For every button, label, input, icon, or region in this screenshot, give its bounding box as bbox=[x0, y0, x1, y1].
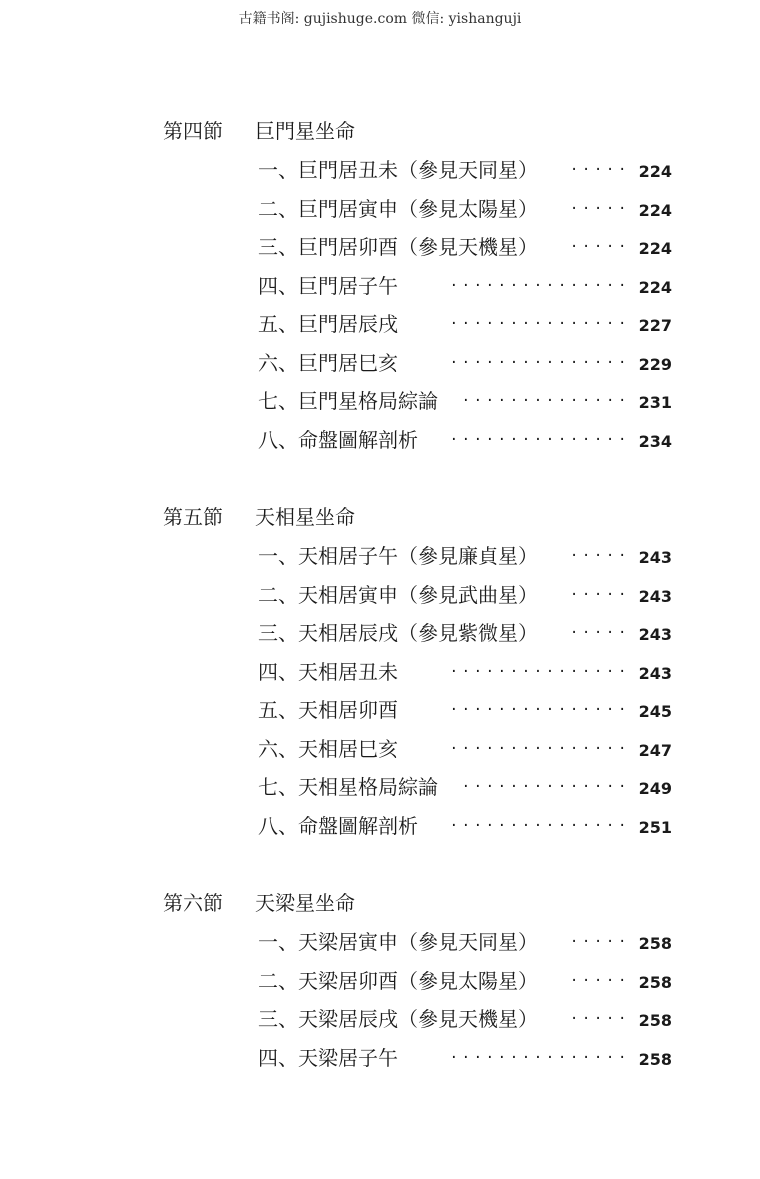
section-number: 第六節 bbox=[163, 891, 223, 915]
page-number: 224 bbox=[638, 201, 672, 220]
dot-leader: ·············· bbox=[461, 779, 630, 795]
dot-leader: ··············· bbox=[449, 702, 630, 718]
toc-entry[interactable] bbox=[258, 657, 672, 687]
toc-entry[interactable] bbox=[258, 271, 672, 301]
toc-entry[interactable] bbox=[258, 734, 672, 764]
entry-label: 八、命盤圖解剖析 bbox=[258, 814, 418, 838]
dot-leader: ····· bbox=[569, 1011, 630, 1027]
page-number: 258 bbox=[638, 1050, 672, 1069]
dot-leader: ··············· bbox=[449, 664, 630, 680]
dot-leader: ··············· bbox=[449, 818, 630, 834]
page-number: 258 bbox=[638, 1011, 672, 1030]
dot-leader: ·············· bbox=[461, 393, 630, 409]
toc-entry[interactable] bbox=[258, 1004, 672, 1034]
dot-leader: ··············· bbox=[449, 355, 630, 371]
entry-label: 四、巨門居子午 bbox=[258, 274, 398, 298]
dot-leader: ····· bbox=[569, 548, 630, 564]
section-heading bbox=[163, 116, 355, 146]
entry-label: 一、天梁居寅申（參見天同星） bbox=[258, 930, 538, 954]
entry-label: 二、天相居寅申（參見武曲星） bbox=[258, 583, 538, 607]
entry-label: 三、天相居辰戌（參見紫微星） bbox=[258, 621, 538, 645]
page-number: 258 bbox=[638, 934, 672, 953]
toc-entry[interactable] bbox=[258, 618, 672, 648]
toc-entry[interactable] bbox=[258, 425, 672, 455]
entry-label: 四、天梁居子午 bbox=[258, 1046, 398, 1070]
dot-leader: ····· bbox=[569, 239, 630, 255]
toc-entry[interactable] bbox=[258, 232, 672, 262]
entry-label: 七、巨門星格局綜論 bbox=[258, 389, 438, 413]
page-number: 243 bbox=[638, 548, 672, 567]
toc-entry[interactable] bbox=[258, 580, 672, 610]
toc-entry[interactable] bbox=[258, 927, 672, 957]
dot-leader: ····· bbox=[569, 625, 630, 641]
dot-leader: ··············· bbox=[449, 278, 630, 294]
section-title: 巨門星坐命 bbox=[255, 119, 355, 143]
entry-label: 五、巨門居辰戌 bbox=[258, 312, 398, 336]
toc-entry[interactable] bbox=[258, 386, 672, 416]
page-number: 224 bbox=[638, 162, 672, 181]
entry-label: 七、天相星格局綜論 bbox=[258, 775, 438, 799]
dot-leader: ····· bbox=[569, 201, 630, 217]
toc-entry[interactable] bbox=[258, 695, 672, 725]
toc-entry[interactable] bbox=[258, 309, 672, 339]
entry-label: 三、天梁居辰戌（參見天機星） bbox=[258, 1007, 538, 1031]
page-number: 234 bbox=[638, 432, 672, 451]
page-number: 231 bbox=[638, 393, 672, 412]
entry-label: 五、天相居卯酉 bbox=[258, 698, 398, 722]
page-number: 249 bbox=[638, 779, 672, 798]
entry-label: 三、巨門居卯酉（參見天機星） bbox=[258, 235, 538, 259]
toc-entry[interactable] bbox=[258, 541, 672, 571]
section-number: 第五節 bbox=[163, 505, 223, 529]
entry-label: 一、巨門居丑未（參見天同星） bbox=[258, 158, 538, 182]
section-title: 天梁星坐命 bbox=[255, 891, 355, 915]
entry-label: 二、天梁居卯酉（參見太陽星） bbox=[258, 969, 538, 993]
toc-entry[interactable] bbox=[258, 1043, 672, 1073]
section-number: 第四節 bbox=[163, 119, 223, 143]
dot-leader: ····· bbox=[569, 162, 630, 178]
toc-entry[interactable] bbox=[258, 348, 672, 378]
entry-label: 六、天相居巳亥 bbox=[258, 737, 398, 761]
dot-leader: ··············· bbox=[449, 741, 630, 757]
entry-label: 二、巨門居寅申（參見太陽星） bbox=[258, 197, 538, 221]
page-number: 243 bbox=[638, 664, 672, 683]
page-number: 258 bbox=[638, 973, 672, 992]
dot-leader: ····· bbox=[569, 973, 630, 989]
toc-entry[interactable] bbox=[258, 194, 672, 224]
toc-entry[interactable] bbox=[258, 966, 672, 996]
page-number: 251 bbox=[638, 818, 672, 837]
page-number: 227 bbox=[638, 316, 672, 335]
page-number: 245 bbox=[638, 702, 672, 721]
entry-label: 四、天相居丑未 bbox=[258, 660, 398, 684]
page-number: 247 bbox=[638, 741, 672, 760]
toc-entry[interactable] bbox=[258, 772, 672, 802]
page-number: 224 bbox=[638, 278, 672, 297]
page-number: 243 bbox=[638, 587, 672, 606]
page-number: 229 bbox=[638, 355, 672, 374]
toc-entry[interactable] bbox=[258, 155, 672, 185]
section-heading bbox=[163, 502, 355, 532]
page-number: 243 bbox=[638, 625, 672, 644]
entry-label: 六、巨門居巳亥 bbox=[258, 351, 398, 375]
section-title: 天相星坐命 bbox=[255, 505, 355, 529]
entry-label: 八、命盤圖解剖析 bbox=[258, 428, 418, 452]
toc-entry[interactable] bbox=[258, 811, 672, 841]
dot-leader: ····· bbox=[569, 587, 630, 603]
dot-leader: ··············· bbox=[449, 432, 630, 448]
dot-leader: ····· bbox=[569, 934, 630, 950]
watermark-text: 古籍书阁: gujishuge.com 微信: yishanguji bbox=[238, 11, 522, 27]
dot-leader: ··············· bbox=[449, 1050, 630, 1066]
dot-leader: ··············· bbox=[449, 316, 630, 332]
section-heading bbox=[163, 888, 355, 918]
page-number: 224 bbox=[638, 239, 672, 258]
entry-label: 一、天相居子午（參見廉貞星） bbox=[258, 544, 538, 568]
